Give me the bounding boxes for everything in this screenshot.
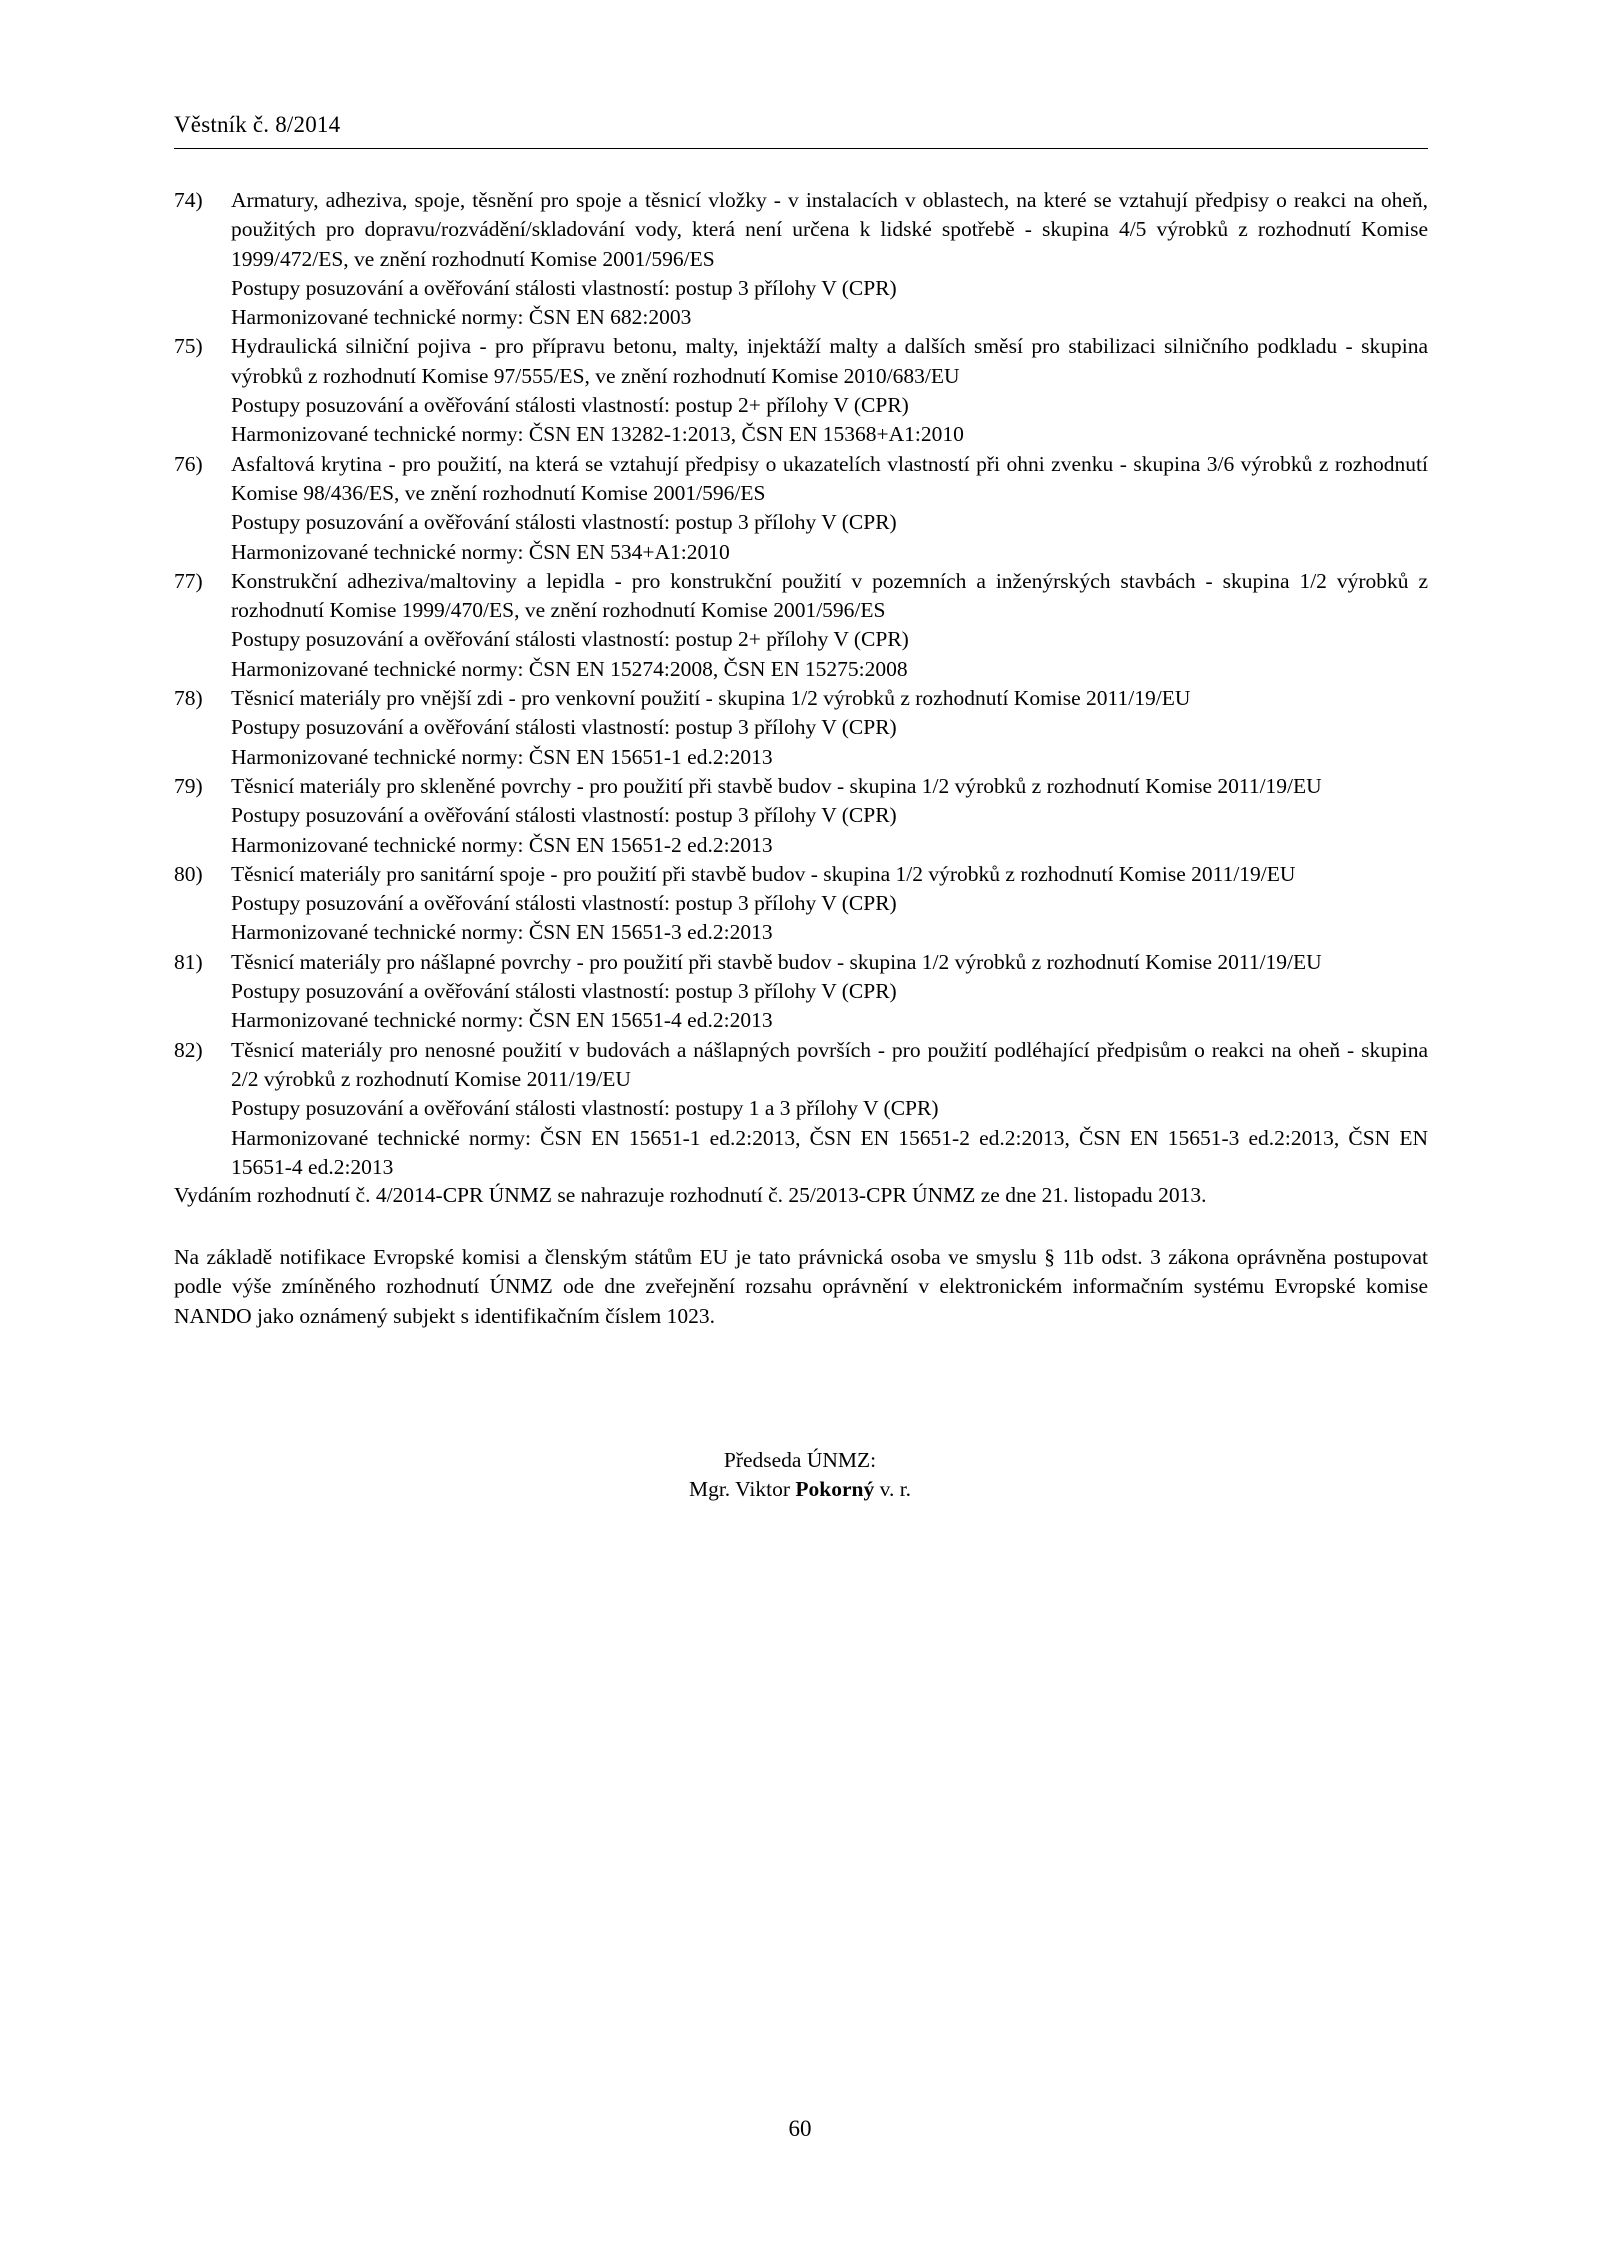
list-item (174, 332, 1428, 449)
notification-paragraph: Na základě notifikace Evropské komisi a členským státům EU je tato právnická osoba ve smyslu § 11b odst. 3 zákona oprávněna postupovat podle výše zmíněného rozhodnutí ÚNMZ ode dne zveřejnění rozsahu oprávnění v elektronickém informačním systému Evropské komise NANDO jako oznámený subjekt s identifikačním číslem 1023. (174, 1245, 1428, 1328)
signature-name-prefix: Mgr. Viktor (688, 1477, 790, 1502)
signature-block (0, 1446, 1600, 1505)
journal-title: Věstník č. 8/2014 (174, 112, 341, 137)
item-number: 75) (174, 334, 203, 359)
item-number: 82) (174, 1037, 203, 1062)
item-number: 76) (174, 451, 203, 476)
item-assessment: Postupy posuzování a ověřování stálosti vlastností: postup 3 přílohy V (CPR) (231, 803, 897, 828)
item-standards: Harmonizované technické normy: ČSN EN 15651-4 ed.2:2013 (231, 1008, 773, 1033)
page-number: 60 (788, 2116, 812, 2141)
item-description: Armatury, adheziva, spoje, těsnění pro spoje a těsnicí vložky - v instalacích v oblastech, na které se vztahují předpisy o reakci na oheň, použitých pro dopravu/rozvádění/skladování vody, která není určena k lidské spotřebě - skupina 4/5 výrobků z rozhodnutí Komise 1999/472/ES, ve znění rozhodnutí Komise 2001/596/ES (231, 188, 1428, 271)
item-assessment: Postupy posuzování a ověřování stálosti vlastností: postup 3 přílohy V (CPR) (231, 275, 897, 300)
item-assessment: Postupy posuzování a ověřování stálosti vlastností: postup 3 přílohy V (CPR) (231, 891, 897, 916)
item-standards: Harmonizované technické normy: ČSN EN 15274:2008, ČSN EN 15275:2008 (231, 656, 908, 681)
list-item (174, 948, 1428, 1036)
list-item (174, 186, 1428, 332)
item-standards: Harmonizované technické normy: ČSN EN 13282-1:2013, ČSN EN 15368+A1:2010 (231, 422, 964, 447)
item-description: Konstrukční adheziva/maltoviny a lepidla - pro konstrukční použití v pozemních a inženýrských stavbách - skupina 1/2 výrobků z rozhodnutí Komise 1999/470/ES, ve znění rozhodnutí Komise 2001/596/ES (231, 568, 1428, 623)
item-assessment: Postupy posuzování a ověřování stálosti vlastností: postup 2+ přílohy V (CPR) (231, 393, 909, 418)
item-assessment: Postupy posuzování a ověřování stálosti vlastností: postup 3 přílohy V (CPR) (231, 715, 897, 740)
signature-name (0, 1475, 1600, 1504)
item-description: Asfaltová krytina - pro použití, na která se vztahují předpisy o ukazatelích vlastností při ohni zvenku - skupina 3/6 výrobků z rozhodnutí Komise 98/436/ES, ve znění rozhodnutí Komise 2001/596/ES (231, 451, 1428, 505)
item-number: 81) (174, 949, 203, 974)
item-body (231, 186, 1428, 332)
list-item (174, 684, 1428, 772)
item-standards: Harmonizované technické normy: ČSN EN 15651-2 ed.2:2013 (231, 832, 773, 857)
item-standards: Harmonizované technické normy: ČSN EN 534+A1:2010 (231, 539, 730, 564)
item-description: Těsnicí materiály pro sanitární spoje - pro použití při stavbě budov - skupina 1/2 výrobků z rozhodnutí Komise 2011/19/EU (231, 861, 1296, 886)
item-body (231, 332, 1428, 449)
signature-surname: Pokorný (795, 1477, 875, 1502)
item-description: Těsnicí materiály pro skleněné povrchy - pro použití při stavbě budov - skupina 1/2 výrobků z rozhodnutí Komise 2011/19/EU (231, 773, 1322, 798)
item-body (231, 684, 1428, 772)
list-item (174, 860, 1428, 948)
item-body (231, 567, 1428, 684)
item-assessment: Postupy posuzování a ověřování stálosti vlastností: postupy 1 a 3 přílohy V (CPR) (231, 1096, 939, 1121)
list-item (174, 1036, 1428, 1182)
item-body (231, 1036, 1428, 1182)
signature-role: Předseda ÚNMZ: (723, 1448, 877, 1472)
replacement-paragraph: Vydáním rozhodnutí č. 4/2014-CPR ÚNMZ se nahrazuje rozhodnutí č. 25/2013-CPR ÚNMZ ze dne 21. listopadu 2013. (174, 1183, 1207, 1207)
item-body (231, 450, 1428, 567)
item-standards: Harmonizované technické normy: ČSN EN 15651-1 ed.2:2013, ČSN EN 15651-2 ed.2:2013, ČSN EN 15651-3 ed.2:2013, ČSN EN 15651-4 ed.2:2013 (231, 1125, 1428, 1179)
page-header (174, 112, 1428, 149)
item-assessment: Postupy posuzování a ověřování stálosti vlastností: postup 3 přílohy V (CPR) (231, 510, 897, 535)
item-assessment: Postupy posuzování a ověřování stálosti vlastností: postup 3 přílohy V (CPR) (231, 979, 897, 1004)
item-description: Těsnicí materiály pro nenosné použití v budovách a nášlapných površích - pro použití podléhající předpisům o reakci na oheň - skupina 2/2 výrobků z rozhodnutí Komise 2011/19/EU (231, 1037, 1428, 1091)
item-number: 80) (174, 861, 203, 886)
item-body (231, 948, 1428, 1036)
item-body (231, 860, 1428, 948)
product-list (174, 186, 1428, 1182)
signature-name-suffix: v. r. (879, 1477, 912, 1502)
item-number: 74) (174, 188, 203, 212)
list-item (174, 567, 1428, 684)
list-item (174, 772, 1428, 860)
item-standards: Harmonizované technické normy: ČSN EN 15651-3 ed.2:2013 (231, 920, 773, 945)
item-description: Těsnicí materiály pro nášlapné povrchy - pro použití při stavbě budov - skupina 1/2 výrobků z rozhodnutí Komise 2011/19/EU (231, 949, 1322, 974)
item-number: 79) (174, 773, 203, 798)
item-description: Hydraulická silniční pojiva - pro přípravu betonu, malty, injektáží malty a dalších směsí pro stabilizaci silničního podkladu - skupina výrobků z rozhodnutí Komise 97/555/ES, ve znění rozhodnutí Komise 2010/683/EU (231, 334, 1428, 388)
item-assessment: Postupy posuzování a ověřování stálosti vlastností: postup 2+ přílohy V (CPR) (231, 627, 909, 652)
item-description: Těsnicí materiály pro vnější zdi - pro venkovní použití - skupina 1/2 výrobků z rozhodnutí Komise 2011/19/EU (231, 686, 1191, 711)
item-number: 78) (174, 686, 203, 711)
item-number: 77) (174, 568, 203, 593)
item-standards: Harmonizované technické normy: ČSN EN 682:2003 (231, 305, 692, 330)
item-body (231, 772, 1428, 860)
list-item (174, 450, 1428, 567)
item-standards: Harmonizované technické normy: ČSN EN 15651-1 ed.2:2013 (231, 744, 773, 769)
